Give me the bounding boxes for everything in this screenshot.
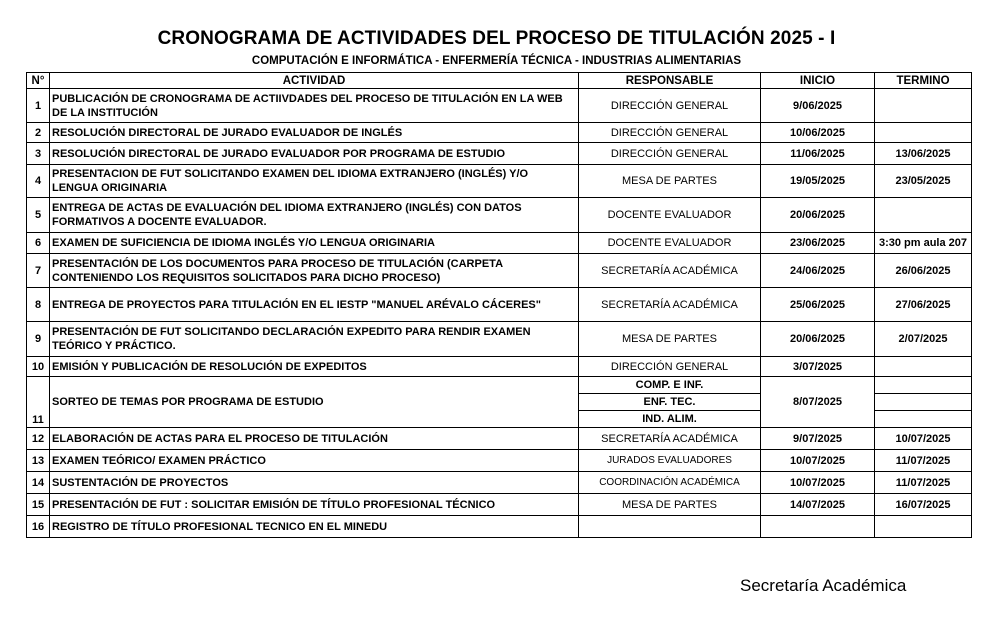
row-start: 8/07/2025 <box>761 377 875 428</box>
table-row <box>27 377 972 394</box>
table-row <box>27 357 972 377</box>
table-row <box>27 233 972 254</box>
header-responsible: RESPONSABLE <box>579 73 761 89</box>
row-activity: ENTREGA DE ACTAS DE EVALUACIÓN DEL IDIOMA EXTRANJERO (INGLÉS) CON DATOS FORMATIVOS A DOCENTE EVALUADOR. <box>50 198 579 233</box>
row-end <box>875 123 972 143</box>
row-end: 10/07/2025 <box>875 428 972 450</box>
row-start: 25/06/2025 <box>761 288 875 322</box>
row-end: 3:30 pm aula 207 <box>875 233 972 254</box>
row-activity: PRESENTACION DE FUT SOLICITANDO EXAMEN DEL IDIOMA EXTRANJERO (INGLÉS) Y/O LENGUA ORIGINARIA <box>50 165 579 198</box>
row-activity: RESOLUCIÓN DIRECTORAL DE JURADO EVALUADOR POR PROGRAMA DE ESTUDIO <box>50 143 579 165</box>
row-responsible: SECRETARÍA ACADÉMICA <box>579 428 761 450</box>
table-row <box>27 450 972 472</box>
row-activity: PRESENTACIÓN DE LOS DOCUMENTOS PARA PROCESO DE TITULACIÓN (CARPETA CONTENIENDO LOS REQUISITOS SOLICITADOS PARA DICHO PROCESO) <box>50 254 579 288</box>
row-num: 4 <box>27 165 50 198</box>
row-num: 2 <box>27 123 50 143</box>
row-end <box>875 516 972 538</box>
row-end: 11/07/2025 <box>875 450 972 472</box>
row-num: 3 <box>27 143 50 165</box>
row-end <box>875 357 972 377</box>
row-responsible-comp: COMP. E INF. <box>579 377 761 394</box>
row-responsible: SECRETARÍA ACADÉMICA <box>579 288 761 322</box>
header-activity: ACTIVIDAD <box>50 73 579 89</box>
row-responsible: MESA DE PARTES <box>579 494 761 516</box>
row-responsible: DIRECCIÓN GENERAL <box>579 357 761 377</box>
row-end: 16/07/2025 <box>875 494 972 516</box>
table-row <box>27 516 972 538</box>
row-responsible-ind: IND. ALIM. <box>579 411 761 428</box>
row-responsible: DOCENTE EVALUADOR <box>579 198 761 233</box>
row-responsible: DIRECCIÓN GENERAL <box>579 89 761 123</box>
row-activity: SUSTENTACIÓN DE PROYECTOS <box>50 472 579 494</box>
header-start: INICIO <box>761 73 875 89</box>
table-row <box>27 254 972 288</box>
row-start: 3/07/2025 <box>761 357 875 377</box>
row-start: 20/06/2025 <box>761 322 875 357</box>
row-responsible: COORDINACIÓN ACADÉMICA <box>579 472 761 494</box>
row-num: 12 <box>27 428 50 450</box>
row-start: 10/06/2025 <box>761 123 875 143</box>
row-responsible-enf: ENF. TEC. <box>579 394 761 411</box>
row-start: 23/06/2025 <box>761 233 875 254</box>
row-start: 11/06/2025 <box>761 143 875 165</box>
table-row <box>27 428 972 450</box>
row-responsible: SECRETARÍA ACADÉMICA <box>579 254 761 288</box>
header-num: N° <box>27 73 50 89</box>
row-end: 11/07/2025 <box>875 472 972 494</box>
row-activity: EXAMEN TEÓRICO/ EXAMEN PRÁCTICO <box>50 450 579 472</box>
row-num: 1 <box>27 89 50 123</box>
row-num: 13 <box>27 450 50 472</box>
row-start: 24/06/2025 <box>761 254 875 288</box>
row-activity: EXAMEN DE SUFICIENCIA DE IDIOMA INGLÉS Y/O LENGUA ORIGINARIA <box>50 233 579 254</box>
row-activity: EMISIÓN Y PUBLICACIÓN DE RESOLUCIÓN DE EXPEDITOS <box>50 357 579 377</box>
row-end: 23/05/2025 <box>875 165 972 198</box>
table-row <box>27 89 972 123</box>
row-responsible: DOCENTE EVALUADOR <box>579 233 761 254</box>
header-row <box>27 73 972 89</box>
row-end: 13/06/2025 <box>875 143 972 165</box>
schedule-table <box>26 72 972 538</box>
row-activity: SORTEO DE TEMAS POR PROGRAMA DE ESTUDIO <box>50 377 579 428</box>
document-subtitle: COMPUTACIÓN E INFORMÁTICA - ENFERMERÍA TÉCNICA - INDUSTRIAS ALIMENTARIAS <box>251 55 742 67</box>
row-num: 16 <box>27 516 50 538</box>
row-activity: REGISTRO DE TÍTULO PROFESIONAL TECNICO EN EL MINEDU <box>50 516 579 538</box>
row-start: 19/05/2025 <box>761 165 875 198</box>
row-start: 9/06/2025 <box>761 89 875 123</box>
table-row <box>27 322 972 357</box>
signature-label: Secretaría Académica <box>740 576 907 595</box>
row-num: 6 <box>27 233 50 254</box>
row-end <box>875 411 972 428</box>
table-row <box>27 143 972 165</box>
row-start: 10/07/2025 <box>761 450 875 472</box>
table-row <box>27 198 972 233</box>
row-num-text: 11 <box>32 414 44 426</box>
row-start: 9/07/2025 <box>761 428 875 450</box>
row-end: 2/07/2025 <box>875 322 972 357</box>
row-responsible: JURADOS EVALUADORES <box>579 450 761 472</box>
table-row <box>27 165 972 198</box>
row-num: 9 <box>27 322 50 357</box>
header-end: TERMINO <box>875 73 972 89</box>
table-row <box>27 288 972 322</box>
row-activity: ELABORACIÓN DE ACTAS PARA EL PROCESO DE TITULACIÓN <box>50 428 579 450</box>
row-activity: ENTREGA DE PROYECTOS PARA TITULACIÓN EN EL IESTP "MANUEL ARÉVALO CÁCERES" <box>50 288 579 322</box>
row-num: 5 <box>27 198 50 233</box>
row-num: 14 <box>27 472 50 494</box>
row-end: 26/06/2025 <box>875 254 972 288</box>
table-row <box>27 472 972 494</box>
row-activity: PUBLICACIÓN DE CRONOGRAMA DE ACTIIVDADES DEL PROCESO DE TITULACIÓN EN LA WEB DE LA INSTITUCIÓN <box>50 89 579 123</box>
row-activity: PRESENTACIÓN DE FUT SOLICITANDO DECLARACIÓN EXPEDITO PARA RENDIR EXAMEN TEÓRICO Y PRÁCTICO. <box>50 322 579 357</box>
row-activity: PRESENTACIÓN DE FUT : SOLICITAR EMISIÓN DE TÍTULO PROFESIONAL TÉCNICO <box>50 494 579 516</box>
row-num: 7 <box>27 254 50 288</box>
row-end <box>875 198 972 233</box>
row-responsible <box>579 516 761 538</box>
row-start <box>761 516 875 538</box>
row-end <box>875 89 972 123</box>
document-title: CRONOGRAMA DE ACTIVIDADES DEL PROCESO DE TITULACIÓN 2025 - I <box>157 28 836 49</box>
table-row <box>27 494 972 516</box>
row-num: 10 <box>27 357 50 377</box>
row-start: 10/07/2025 <box>761 472 875 494</box>
row-end <box>875 394 972 411</box>
row-responsible: DIRECCIÓN GENERAL <box>579 123 761 143</box>
row-start: 14/07/2025 <box>761 494 875 516</box>
row-responsible: MESA DE PARTES <box>579 165 761 198</box>
row-activity: RESOLUCIÓN DIRECTORAL DE JURADO EVALUADOR DE INGLÉS <box>50 123 579 143</box>
row-num <box>27 377 50 428</box>
row-num: 8 <box>27 288 50 322</box>
table-row <box>27 123 972 143</box>
row-end: 27/06/2025 <box>875 288 972 322</box>
row-end <box>875 377 972 394</box>
row-num: 15 <box>27 494 50 516</box>
row-responsible: DIRECCIÓN GENERAL <box>579 143 761 165</box>
row-responsible: MESA DE PARTES <box>579 322 761 357</box>
row-start: 20/06/2025 <box>761 198 875 233</box>
